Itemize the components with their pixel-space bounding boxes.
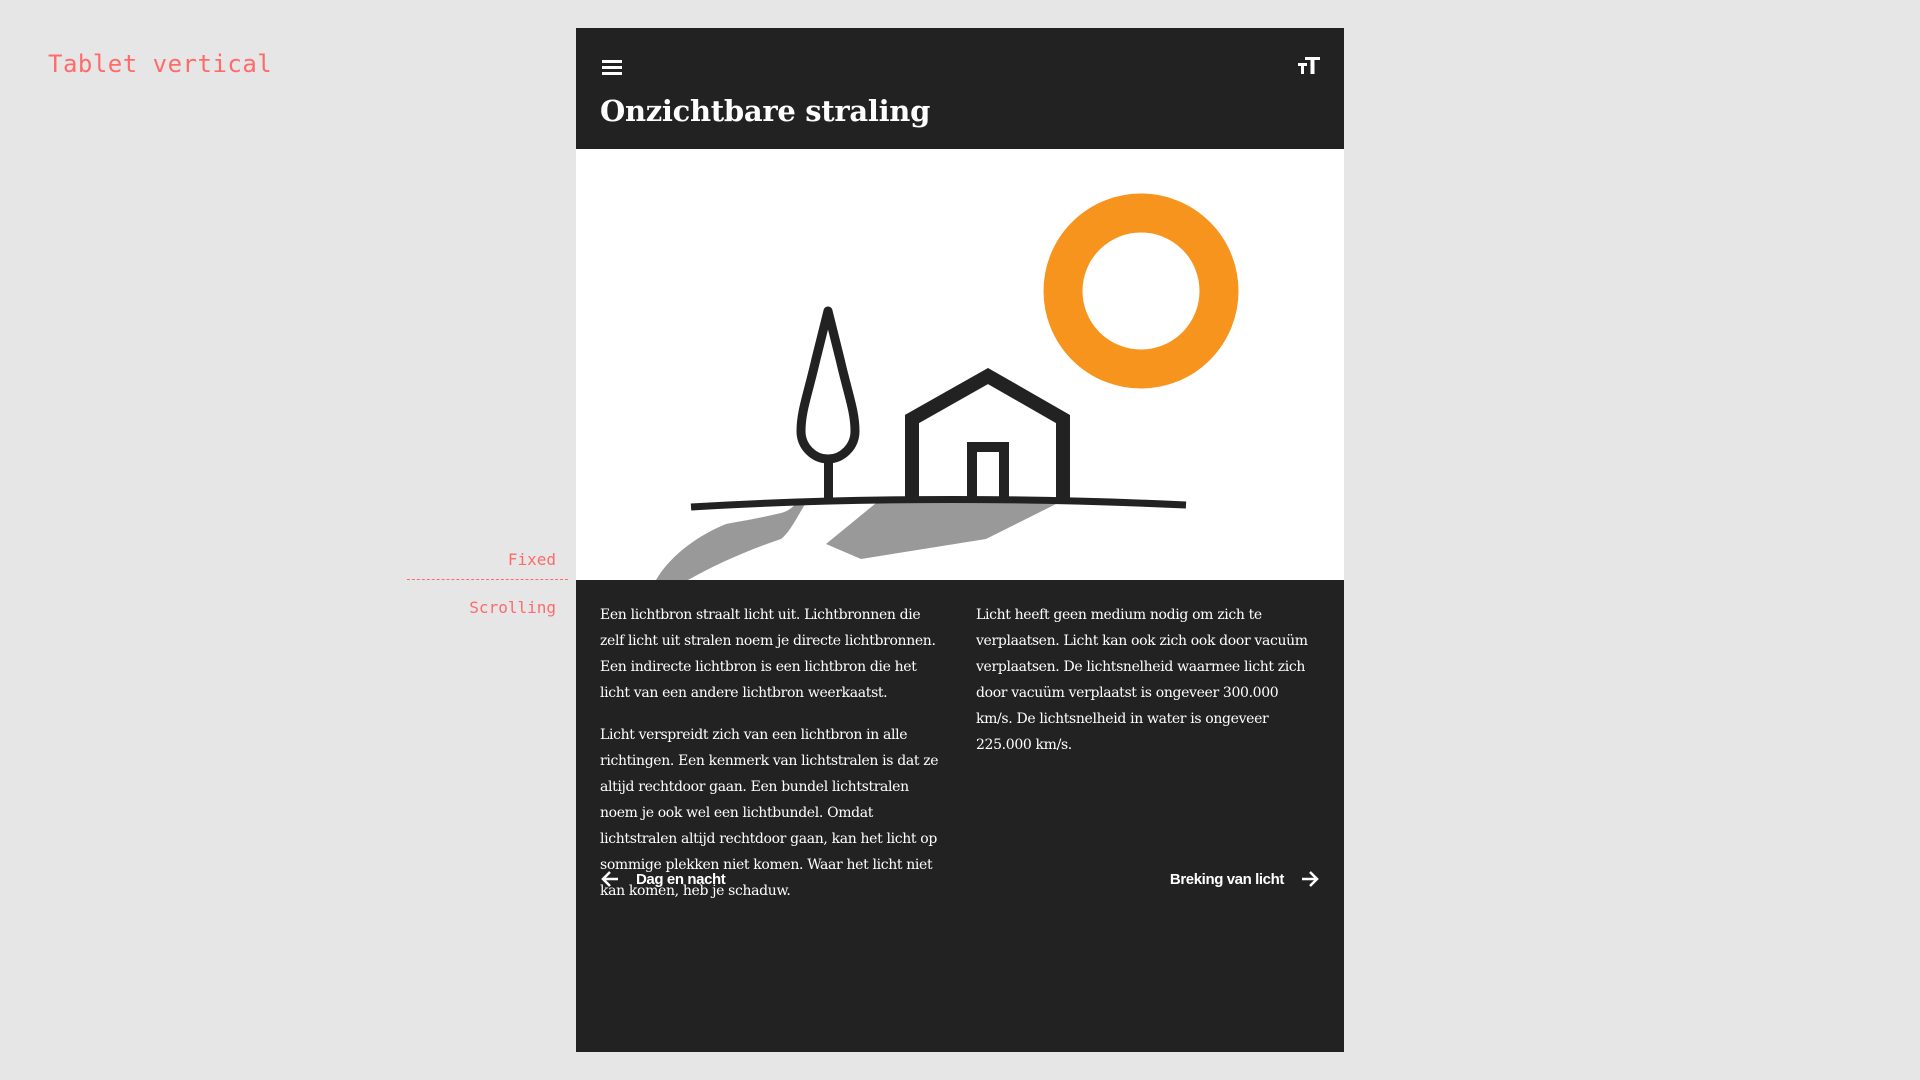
annotation-title: Tablet vertical [48,50,273,78]
tree-icon [801,311,855,459]
arrow-right-icon [1300,869,1320,889]
annotation-fixed: Fixed [507,550,556,569]
house-icon [912,376,1063,501]
paragraph-2: Licht verspreidt zich van een lichtbron in alle richtingen. Een kenmerk van lichtstralen is dat ze altijd rechtdoor gaan. Een bundel lichtstralen noem je ook wel een lichtbundel. Omdat lichtstralen altijd rechtdoor gaan, kan het licht op sommige plekken niet komen. Waar het licht niet kan komen, heb je schaduw. [600,727,939,899]
page-title: Onzichtbare straling [600,94,931,128]
paragraph-1: Een lichtbron straalt licht uit. Lichtbronnen die zelf licht uit stralen noem je directe lichtbronnen. Een indirecte lichtbron is een lichtbron die het licht van een andere lichtbron weerkaatst. [600,607,936,701]
tree-shadow [656,499,808,580]
next-chapter-label: Breking van licht [1169,870,1284,888]
tree-house-sun-illustration [576,149,1344,580]
house-door [972,447,1004,501]
paragraph-3: Licht heeft geen medium nodig om zich te verplaatsen. Licht kan ook zich ook door vacuüm verplaatsen. De lichtsnelheid waarmee licht zich door vacuüm verplaatst is ongeveer 300.000 km/s. De lichtsnelheid in water is ongeveer 225.000 km/s. [976,607,1308,753]
text-size-icon[interactable] [1296,54,1322,78]
hero-illustration [576,149,1344,580]
tree-trunk [824,459,833,504]
house-shadow [826,499,1066,559]
chapter-navigation [600,864,1320,894]
sun-icon [1063,213,1219,369]
next-chapter-link[interactable] [1170,869,1320,889]
hamburger-menu-icon[interactable] [600,56,624,80]
arrow-left-icon [600,869,620,889]
annotation-divider [407,579,568,580]
prev-chapter-label: Dag en nacht [636,870,726,888]
annotation-scrolling: Scrolling [469,598,556,617]
prev-chapter-link[interactable] [600,869,725,889]
tablet-frame [576,28,1344,1052]
app-bar [576,28,1344,149]
